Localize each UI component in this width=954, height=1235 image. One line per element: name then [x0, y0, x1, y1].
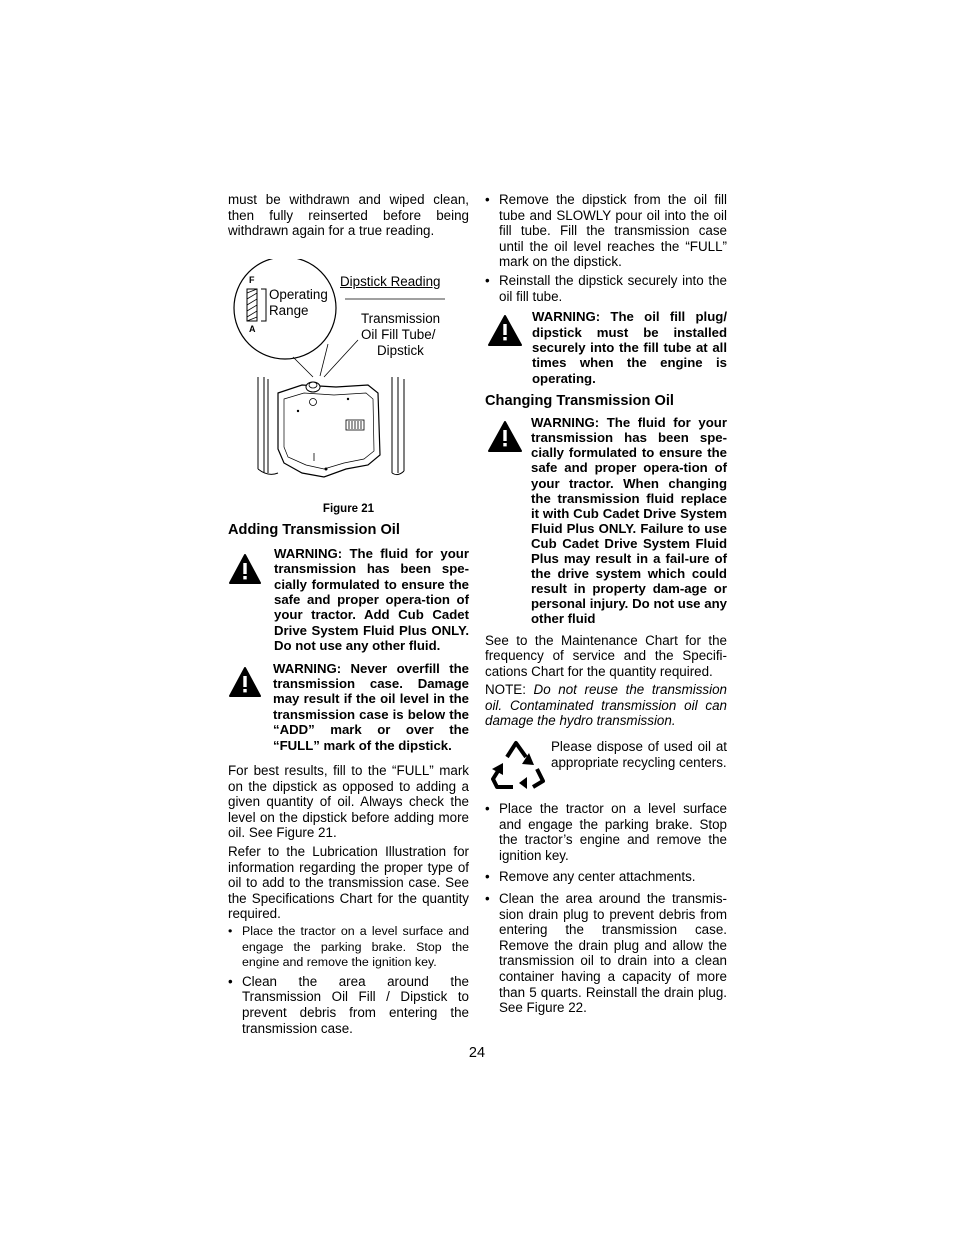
- section-heading-adding: Adding Transmission Oil: [228, 521, 400, 538]
- fill-tube-label-2: Oil Fill Tube/: [361, 326, 436, 342]
- list-item-text: Clean the area around the transmis-sion drain plug to prevent debris from entering the transmission case. Remove the drain plug and allow the transmission oil to drain into a clean container having a capacity of more than 5 quarts. Reinstall the drain plug. See Figure 22.: [499, 891, 727, 1016]
- paragraph-lubrication: Refer to the Lubrication Illustration for information regarding the proper type of oil to add to the transmission case. See the Specifications Chart for the quantity required.: [228, 844, 469, 922]
- fill-tube-label-1: Transmission: [361, 310, 441, 326]
- list-item-text: Reinstall the dipstick securely into the oil fill tube.: [499, 272, 727, 304]
- left-column: [228, 192, 469, 1036]
- warning-block: [485, 415, 727, 626]
- list-item: [485, 869, 727, 885]
- warning-block: [485, 309, 727, 386]
- bullet-list-left: [228, 924, 469, 1036]
- paragraph-fill-full: For best results, fill to the “FULL” mark on the dipstick as opposed to adding a given quantity of oil. Always check the level on the dipstick before adding more oil. See Figure 21.: [228, 763, 469, 841]
- bullet-glyph: •: [485, 272, 490, 288]
- list-item: [228, 974, 469, 1036]
- warning-triangle-icon: [485, 419, 531, 459]
- range-label: Range: [269, 302, 309, 318]
- note-paragraph: [485, 682, 727, 729]
- warning-block: [228, 546, 469, 654]
- operating-label: Operating: [269, 286, 328, 302]
- note-label: NOTE:: [485, 682, 526, 698]
- dipstick-reading-label: Dipstick Reading: [340, 273, 441, 289]
- list-item-text: Place the tractor on a level surface and engage the parking brake. Stop the engine and remove the ignition key.: [242, 924, 469, 970]
- recycle-text: Please dispose of used oil at appropriate recycling centers.: [551, 739, 727, 770]
- figure-21: [228, 259, 469, 499]
- dipstick-diagram: [228, 259, 469, 499]
- figure-caption: Figure 21: [322, 502, 375, 515]
- recycle-icon: [485, 739, 551, 793]
- list-item: [485, 891, 727, 1016]
- list-item-text: Remove the dipstick from the oil fill tube and SLOWLY pour oil into the oil fill tube. Fill the transmission case until the oil level reaches the “FULL” mark on the dipstick.: [499, 192, 727, 270]
- list-item-text: Place the tractor on a level surface and engage the parking brake. Stop the tractor’s engine and remove the ignition key.: [499, 801, 727, 863]
- warning-text-overfill: WARNING: Never overfill the transmission case. Damage may result if the oil level in the transmission case is below the “ADD” mark or over the “FULL” mark of the dipstick.: [273, 660, 469, 753]
- warning-text-changing-fluid: WARNING: The fluid for your transmission has been spe-cially formulated to ensure the safe and proper opera-tion of your tractor. When changing the transmission fluid replace it with Cub Cadet Drive System Fluid Plus ONLY. Failure to use Cub Cadet Drive System Fluid Plus may result in a fail-ure of the drive system which could result in property dam-age or personal injury. Do not use any other fluid: [531, 415, 727, 627]
- note-text: Do not reuse the transmission oil. Contaminated transmission oil can damage the hydro transmission.: [485, 682, 727, 729]
- warning-triangle-icon: [228, 552, 274, 592]
- list-item: [485, 801, 727, 863]
- full-mark-label: F: [249, 274, 255, 285]
- fill-tube-label-3: Dipstick: [377, 342, 424, 358]
- bullet-glyph: •: [485, 869, 490, 885]
- bullet-glyph: •: [228, 973, 233, 989]
- list-item: [228, 924, 469, 971]
- bullet-glyph: •: [485, 192, 490, 207]
- list-item: [485, 273, 727, 304]
- bullet-list-right-bottom: [485, 801, 727, 1016]
- bullet-glyph: •: [228, 924, 233, 938]
- paragraph-maintenance: See to the Maintenance Chart for the frequency of service and the Specifi-cations Chart for the quantity required.: [485, 632, 727, 679]
- intro-paragraph: must be withdrawn and wiped clean, then fully reinserted before being withdrawn again for a true reading.: [228, 192, 469, 239]
- recycle-block: [485, 739, 727, 793]
- list-item-text: Clean the area around the Transmission Oil Fill / Dipstick to prevent debris from entering the transmission case.: [242, 973, 469, 1036]
- warning-text-fluid: WARNING: The fluid for your transmission has been spe-cially formulated to ensure the safe and proper opera-tion of your tractor. Add Cub Cadet Drive System Fluid Plus ONLY. Do not use any other fluid.: [274, 545, 469, 654]
- warning-triangle-icon: [485, 313, 532, 353]
- right-column: [485, 192, 727, 1016]
- bullet-glyph: •: [485, 801, 490, 817]
- warning-triangle-icon: [228, 665, 273, 705]
- warning-block: [228, 661, 469, 753]
- section-heading-changing: Changing Transmission Oil: [485, 393, 674, 410]
- add-mark-label: A: [249, 323, 256, 334]
- list-item-text: Remove any center attachments.: [499, 869, 696, 885]
- warning-text-fill-plug: WARNING: The oil fill plug/ dipstick must be installed securely into the fill tube at all times when the engine is operating.: [532, 309, 727, 386]
- bullet-list-right-top: [485, 192, 727, 304]
- bullet-glyph: •: [485, 891, 490, 907]
- list-item: [485, 192, 727, 270]
- page-number: 24: [468, 1045, 486, 1061]
